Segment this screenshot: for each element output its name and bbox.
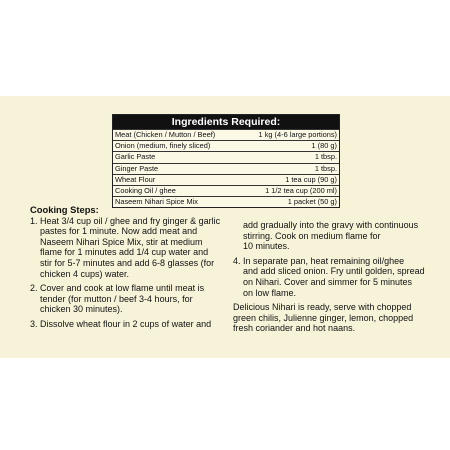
cooking-step: [233, 256, 429, 298]
serving-note: Delicious Nihari is ready, serve with chopped green chilis, Julienne ginger, lemon, chopped fresh coriander and hot naans.: [233, 302, 414, 334]
ingredient-row: [113, 163, 339, 174]
step-number: 4.: [233, 255, 241, 266]
ingredient-row: [113, 151, 339, 162]
step-number: 3.: [30, 318, 38, 329]
step-number: 1.: [30, 215, 38, 226]
step-3-continued: add gradually into the gravy with continuous stirring. Cook on medium flame for 10 minutes.: [243, 220, 419, 252]
ingredient-row: [113, 174, 339, 185]
ingredient-name: Naseem Nihari Spice Mix: [115, 197, 198, 207]
ingredient-qty: 1 1/2 tea cup (200 ml): [265, 185, 337, 195]
ingredient-qty: 1 tea cup (90 g): [285, 174, 337, 184]
step-text: Cover and cook at low flame until meat is tender (for mutton / beef 3-4 hours, for chicken 30 minutes).: [40, 283, 205, 315]
ingredients-table: [112, 114, 340, 208]
ingredient-qty: 1 tbsp.: [314, 152, 337, 162]
cooking-step: [30, 283, 228, 315]
cooking-steps-title: Cooking Steps:: [30, 204, 99, 215]
ingredient-qty: 1 (80 g): [311, 141, 337, 151]
ingredient-name: Garlic Paste: [115, 152, 156, 162]
ingredient-name: Cooking Oil / ghee: [115, 185, 176, 195]
ingredient-qty: 1 packet (50 g): [287, 197, 337, 207]
cooking-steps-left-column: [30, 205, 228, 334]
cooking-step: [30, 319, 228, 330]
cooking-steps-right-column: [233, 220, 429, 334]
ingredient-name: Ginger Paste: [115, 163, 159, 173]
step-text: In separate pan, heat remaining oil/ghee and add sliced onion. Fry until golden, spread on Nihari. Cover and simmer for 5 minutes on low flame.: [243, 255, 425, 298]
ingredient-name: Onion (medium, finely sliced): [115, 141, 211, 151]
cooking-step: [30, 216, 228, 280]
ingredient-row: [113, 140, 339, 151]
ingredient-row: [113, 185, 339, 196]
ingredient-row: [113, 129, 339, 140]
ingredients-title: Ingredients Required:: [113, 115, 339, 129]
step-text: Heat 3/4 cup oil / ghee and fry ginger & garlic pastes for 1 minute. Now add meat and Naseem Nihari Spice Mix, stir at medium flame for 1 minutes add 1/4 cup water and stir for 5-7 minutes and add 6-8 glasses (for chicken 4 cups) water.: [40, 215, 221, 279]
ingredient-qty: 1 kg (4-6 large portions): [258, 130, 337, 139]
ingredient-name: Wheat Flour: [115, 174, 156, 184]
step-number: 2.: [30, 283, 38, 294]
ingredient-name: Meat (Chicken / Mutton / Beef): [115, 130, 216, 139]
step-text: Dissolve wheat flour in 2 cups of water and: [40, 318, 212, 329]
ingredient-qty: 1 tbsp.: [314, 163, 337, 173]
